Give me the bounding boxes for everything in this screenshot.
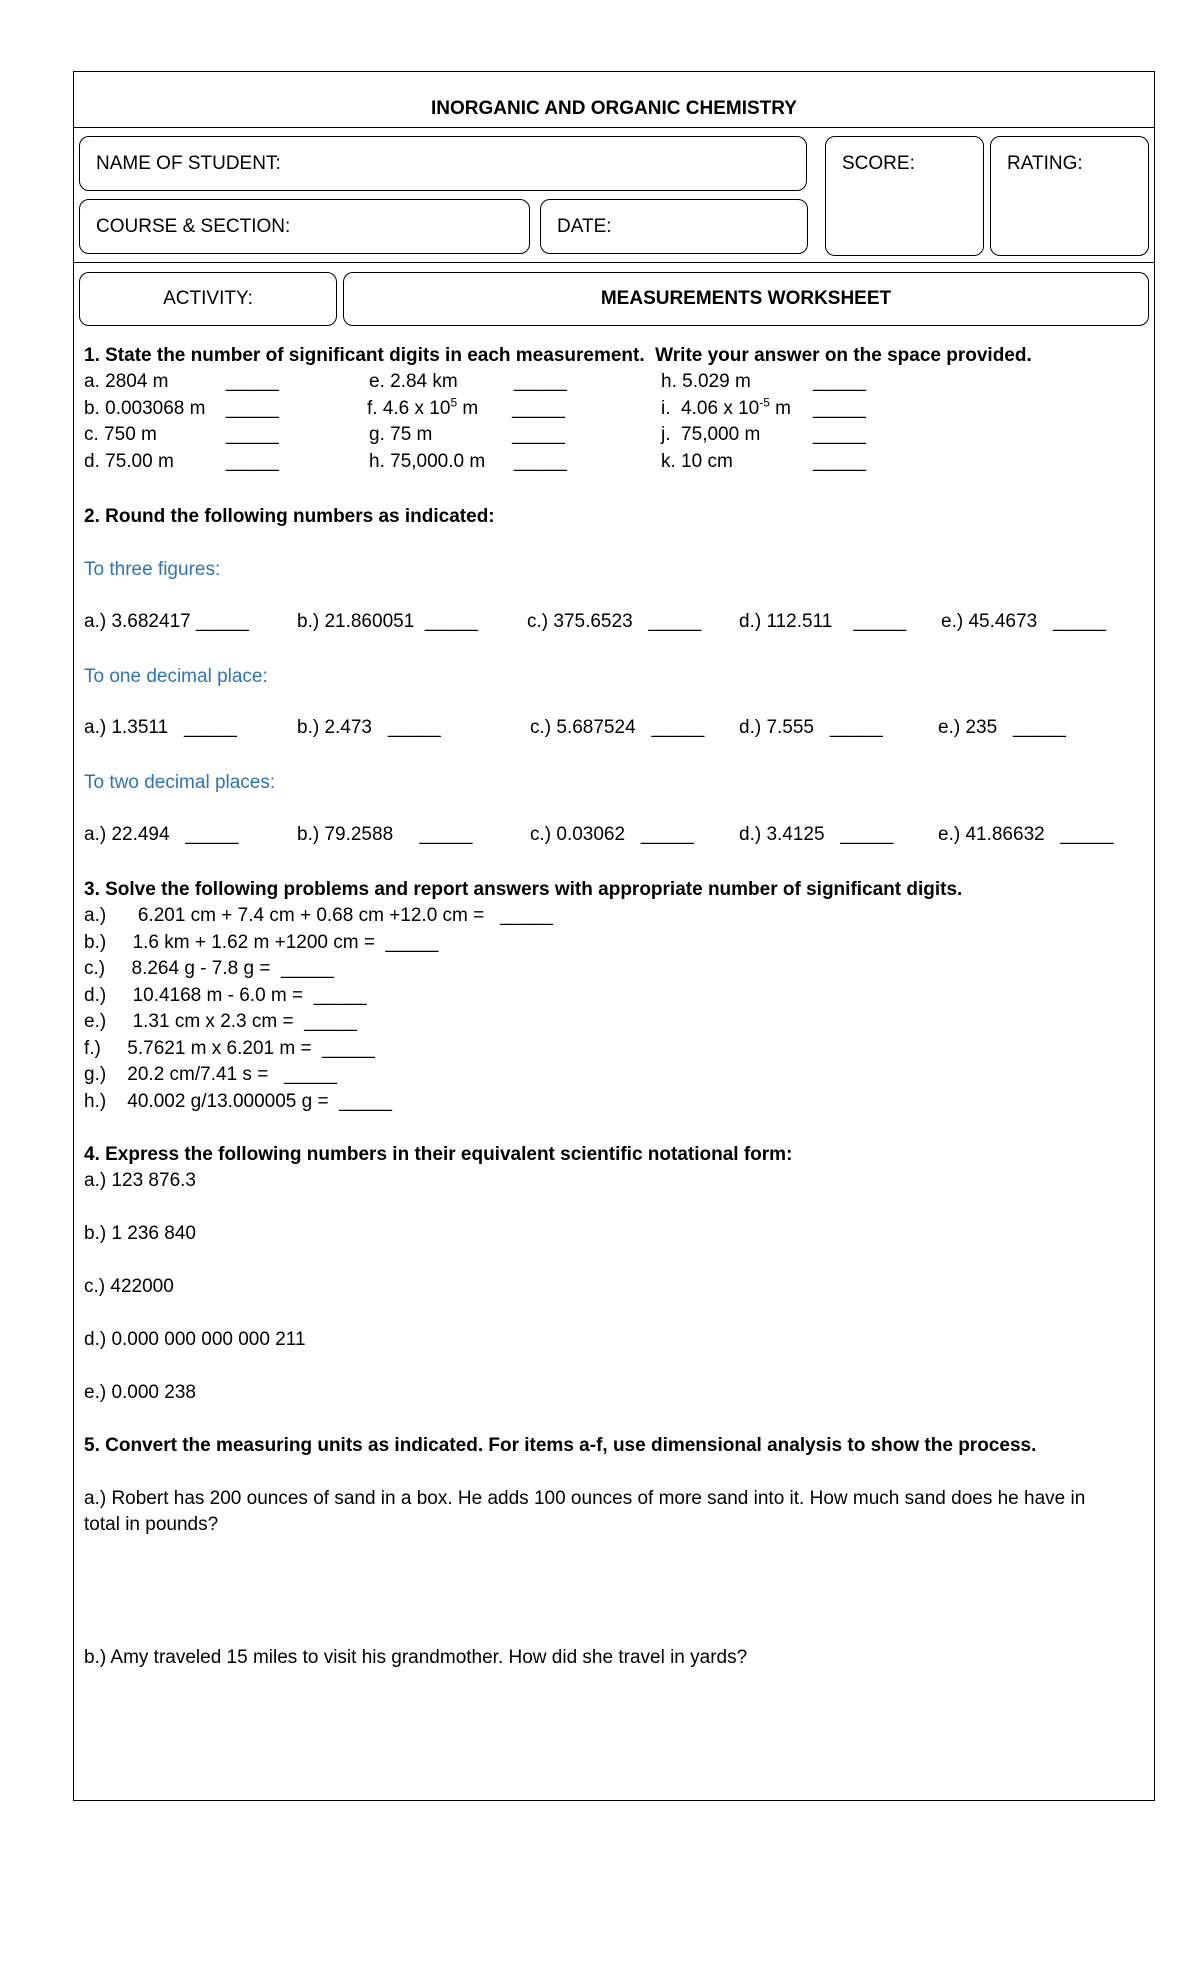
- answer-blank[interactable]: _____: [813, 371, 866, 392]
- answer-blank[interactable]: _____: [813, 451, 866, 472]
- q1-item-c: c. 750 m: [84, 424, 157, 445]
- q2-three-c: c.) 375.6523 _____: [527, 611, 702, 632]
- answer-blank[interactable]: _____: [813, 398, 866, 419]
- divider: [73, 127, 1155, 128]
- answer-blank[interactable]: _____: [226, 371, 279, 392]
- q2-three-e: e.) 45.4673 _____: [941, 611, 1106, 632]
- q5-item-a: a.) Robert has 200 ounces of sand in a box. He adds 100 ounces of more sand into it. How much sand does he have in: [84, 1488, 1086, 1509]
- q4-item: c.) 422000: [84, 1276, 174, 1297]
- q2-three-d: d.) 112.511 _____: [739, 611, 907, 632]
- q1-item-b: b. 0.003068 m: [84, 398, 206, 419]
- q2-three-figures-label: To three figures:: [84, 559, 221, 580]
- q1-item-h2: h. 5.029 m: [661, 371, 751, 392]
- q2-two-d: d.) 3.4125 _____: [739, 824, 894, 845]
- q2-one-d: d.) 7.555 _____: [739, 717, 883, 738]
- course-section-label: COURSE & SECTION:: [96, 216, 291, 237]
- q5-item-b: b.) Amy traveled 15 miles to visit his grandmother. How did she travel in yards?: [84, 1647, 748, 1668]
- q3-item: g.) 20.2 cm/7.41 s = _____: [84, 1064, 337, 1085]
- activity-label-box: [79, 272, 337, 326]
- q1-item-a: a. 2804 m: [84, 371, 169, 392]
- q2-two-decimal-label: To two decimal places:: [84, 772, 276, 793]
- activity-title-box: [343, 272, 1149, 326]
- q1-item-d: d. 75.00 m: [84, 451, 174, 472]
- rating-label: RATING:: [1007, 153, 1083, 174]
- q4-heading: 4. Express the following numbers in their equivalent scientific notational form:: [84, 1144, 793, 1165]
- q2-two-e: e.) 41.86632 _____: [938, 824, 1114, 845]
- q1-heading: 1. State the number of significant digits in each measurement. Write your answer on the space provided.: [84, 345, 1032, 366]
- answer-blank[interactable]: _____: [514, 451, 567, 472]
- course-section-field[interactable]: [79, 199, 530, 254]
- answer-blank[interactable]: _____: [512, 424, 565, 445]
- q2-three-a: a.) 3.682417 _____: [84, 611, 249, 632]
- q1-item-f: f. 4.6 x $10^5$ m: [367, 395, 479, 419]
- q1-item-h: h. 75,000.0 m: [369, 451, 486, 472]
- q1-item-j: j. 75,000 m: [661, 424, 761, 445]
- q2-three-b: b.) 21.860051 _____: [297, 611, 478, 632]
- q3-item: e.) 1.31 cm x 2.3 cm = _____: [84, 1011, 357, 1032]
- answer-blank[interactable]: _____: [514, 371, 567, 392]
- rating-field[interactable]: [990, 136, 1149, 256]
- q2-two-c: c.) 0.03062 _____: [530, 824, 694, 845]
- date-label: DATE:: [557, 216, 612, 237]
- student-name-field[interactable]: [79, 136, 807, 191]
- q1-item-i: i. 4.06 x $10^{-5}$ m: [661, 395, 792, 419]
- q5-heading: 5. Convert the measuring units as indicated. For items a-f, use dimensional analysis to show the process.: [84, 1435, 1037, 1456]
- activity-label: ACTIVITY:: [163, 288, 253, 309]
- page-title: INORGANIC AND ORGANIC CHEMISTRY: [431, 98, 797, 119]
- q2-two-b: b.) 79.2588 _____: [297, 824, 473, 845]
- q3-item: f.) 5.7621 m x 6.201 m = _____: [84, 1038, 375, 1059]
- activity-title: MEASUREMENTS WORKSHEET: [600, 288, 892, 309]
- q4-item: a.) 123 876.3: [84, 1170, 196, 1191]
- q2-heading: 2. Round the following numbers as indicated:: [84, 506, 495, 527]
- q3-item: c.) 8.264 g - 7.8 g = _____: [84, 958, 334, 979]
- answer-blank[interactable]: _____: [512, 398, 565, 419]
- answer-blank[interactable]: _____: [813, 424, 866, 445]
- q1-item-e: e. 2.84 km: [369, 371, 458, 392]
- divider: [73, 262, 1155, 263]
- q4-item: d.) 0.000 000 000 000 211: [84, 1329, 306, 1350]
- q2-two-a: a.) 22.494 _____: [84, 824, 239, 845]
- q2-one-e: e.) 235 _____: [938, 717, 1066, 738]
- q3-item: h.) 40.002 g/13.000005 g = _____: [84, 1091, 392, 1112]
- date-field[interactable]: [540, 199, 808, 254]
- q2-one-a: a.) 1.3511 _____: [84, 717, 237, 738]
- q1-item-g: g. 75 m: [369, 424, 433, 445]
- answer-blank[interactable]: _____: [226, 424, 279, 445]
- answer-blank[interactable]: _____: [226, 398, 279, 419]
- q3-item: a.) 6.201 cm + 7.4 cm + 0.68 cm +12.0 cm = _____: [84, 905, 553, 926]
- q3-item: b.) 1.6 km + 1.62 m +1200 cm = _____: [84, 932, 439, 953]
- score-field[interactable]: [825, 136, 984, 256]
- q1-item-k: k. 10 cm: [661, 451, 733, 472]
- q2-one-decimal-label: To one decimal place:: [84, 666, 268, 687]
- student-name-label: NAME OF STUDENT:: [96, 153, 281, 174]
- q2-one-b: b.) 2.473 _____: [297, 717, 441, 738]
- answer-blank[interactable]: _____: [226, 451, 279, 472]
- q4-item: b.) 1 236 840: [84, 1223, 196, 1244]
- q2-one-c: c.) 5.687524 _____: [530, 717, 705, 738]
- score-label: SCORE:: [842, 153, 915, 174]
- q3-heading: 3. Solve the following problems and report answers with appropriate number of significant digits.: [84, 879, 963, 900]
- q5-item-a-cont: total in pounds?: [84, 1514, 219, 1535]
- q3-item: d.) 10.4168 m - 6.0 m = _____: [84, 985, 367, 1006]
- q4-item: e.) 0.000 238: [84, 1382, 196, 1403]
